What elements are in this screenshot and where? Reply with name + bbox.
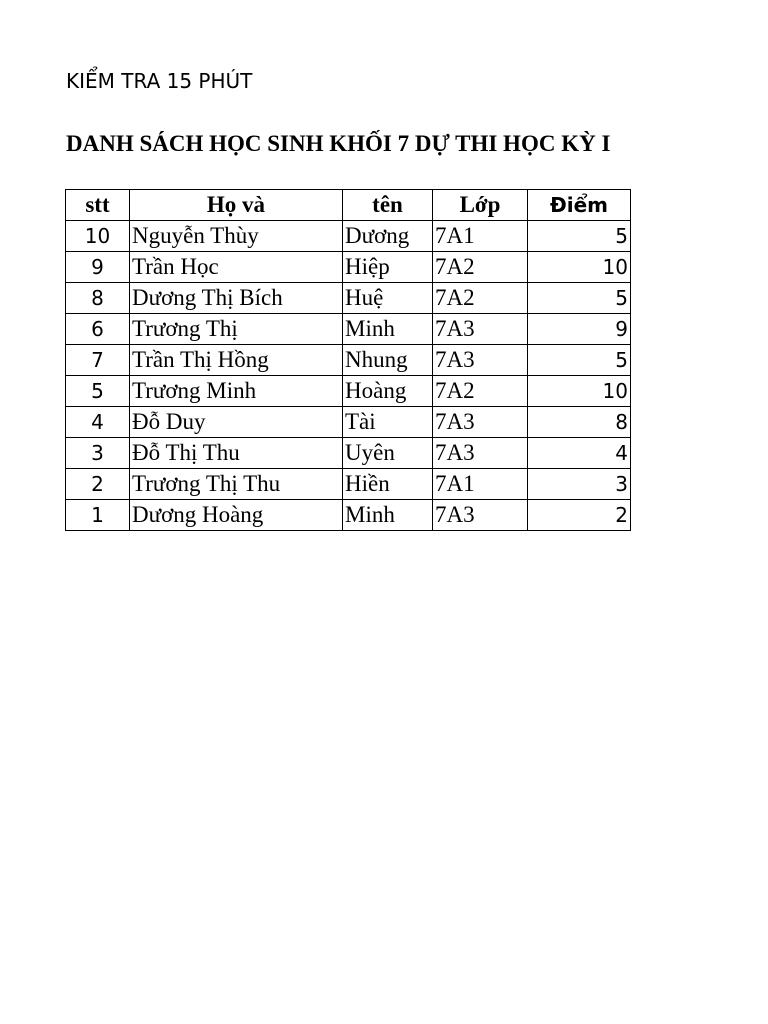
cell-stt: 7: [66, 345, 130, 376]
cell-ten: Nhung: [343, 345, 433, 376]
cell-diem: 8: [528, 407, 631, 438]
cell-diem: 4: [528, 438, 631, 469]
cell-lop: 7A3: [433, 500, 528, 531]
cell-ho-va: Trương Thị: [130, 314, 343, 345]
cell-lop: 7A2: [433, 376, 528, 407]
cell-diem: 9: [528, 314, 631, 345]
cell-ten: Huệ: [343, 283, 433, 314]
cell-stt: 2: [66, 469, 130, 500]
cell-ten: Minh: [343, 314, 433, 345]
cell-ho-va: Trương Minh: [130, 376, 343, 407]
table-row: [66, 314, 631, 345]
cell-stt: 9: [66, 252, 130, 283]
cell-stt: 6: [66, 314, 130, 345]
cell-ten: Hiệp: [343, 252, 433, 283]
cell-stt: 4: [66, 407, 130, 438]
table-row: [66, 221, 631, 252]
cell-ho-va: Trần Học: [130, 252, 343, 283]
cell-stt: 3: [66, 438, 130, 469]
cell-ho-va: Dương Thị Bích: [130, 283, 343, 314]
cell-stt: 5: [66, 376, 130, 407]
table-row: [66, 469, 631, 500]
page-heading: KIỂM TRA 15 PHÚT: [66, 69, 253, 93]
table-row: [66, 438, 631, 469]
table-row: [66, 252, 631, 283]
student-table: [65, 189, 631, 531]
cell-lop: 7A2: [433, 283, 528, 314]
header-lop: Lớp: [433, 190, 528, 221]
header-ten: tên: [343, 190, 433, 221]
header-diem: Điểm: [528, 190, 631, 221]
cell-diem: 10: [528, 252, 631, 283]
cell-ho-va: Trương Thị Thu: [130, 469, 343, 500]
table-row: [66, 283, 631, 314]
cell-ho-va: Đỗ Duy: [130, 407, 343, 438]
table-row: [66, 500, 631, 531]
cell-diem: 3: [528, 469, 631, 500]
header-ho-va: Họ và: [130, 190, 343, 221]
cell-lop: 7A3: [433, 314, 528, 345]
cell-lop: 7A3: [433, 438, 528, 469]
cell-ten: Minh: [343, 500, 433, 531]
cell-diem: 5: [528, 221, 631, 252]
cell-lop: 7A3: [433, 407, 528, 438]
cell-ten: Hoàng: [343, 376, 433, 407]
cell-lop: 7A3: [433, 345, 528, 376]
table-header-row: [66, 190, 631, 221]
cell-ho-va: Nguyễn Thùy: [130, 221, 343, 252]
table-row: [66, 345, 631, 376]
header-stt: stt: [66, 190, 130, 221]
cell-stt: 10: [66, 221, 130, 252]
cell-ten: Uyên: [343, 438, 433, 469]
cell-diem: 5: [528, 283, 631, 314]
cell-lop: 7A2: [433, 252, 528, 283]
cell-lop: 7A1: [433, 469, 528, 500]
table-row: [66, 376, 631, 407]
cell-ho-va: Đỗ Thị Thu: [130, 438, 343, 469]
document-title: DANH SÁCH HỌC SINH KHỐI 7 DỰ THI HỌC KỲ I: [66, 131, 611, 156]
cell-ho-va: Dương Hoàng: [130, 500, 343, 531]
cell-stt: 1: [66, 500, 130, 531]
cell-ho-va: Trần Thị Hồng: [130, 345, 343, 376]
table-body: [66, 221, 631, 531]
cell-diem: 5: [528, 345, 631, 376]
cell-ten: Hiền: [343, 469, 433, 500]
cell-stt: 8: [66, 283, 130, 314]
cell-diem: 10: [528, 376, 631, 407]
cell-ten: Dương: [343, 221, 433, 252]
cell-ten: Tài: [343, 407, 433, 438]
cell-diem: 2: [528, 500, 631, 531]
cell-lop: 7A1: [433, 221, 528, 252]
table-row: [66, 407, 631, 438]
